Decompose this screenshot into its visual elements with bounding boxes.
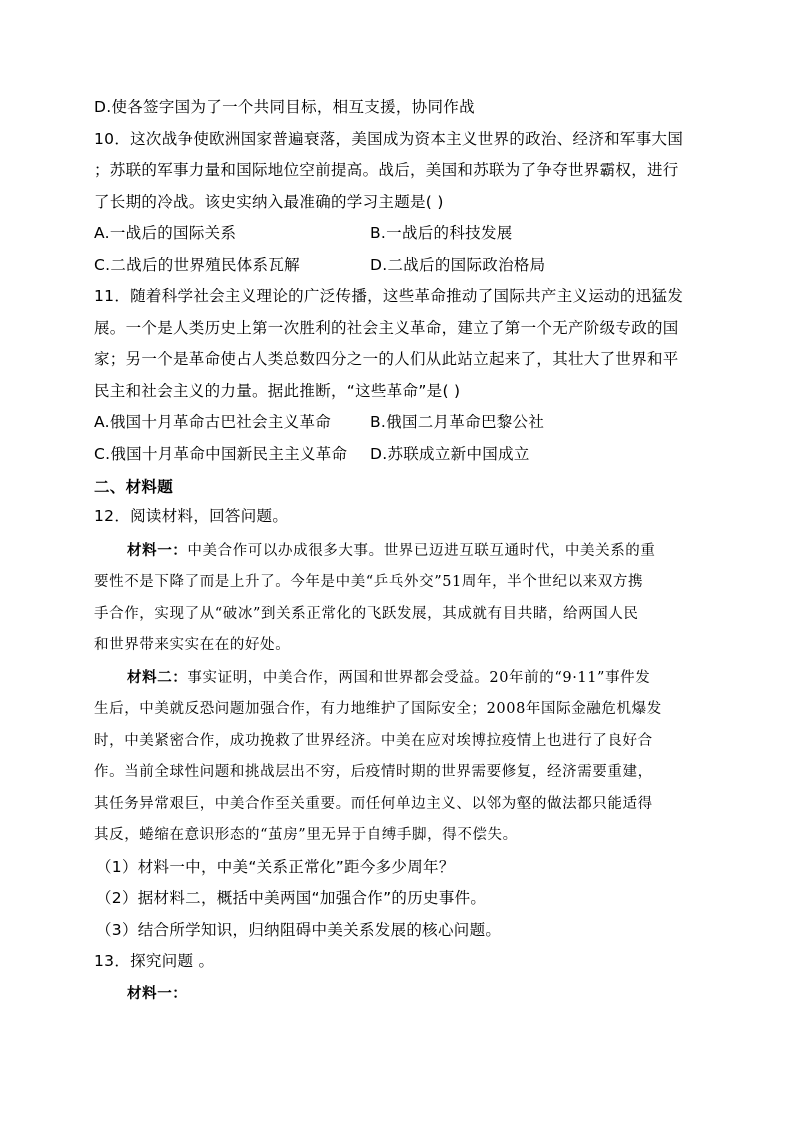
material-one-line-1: [94, 535, 700, 568]
q10-stem-line-1: 10．这次战争使欧洲国家普遍衰落，美国成为资本主义世界的政治、经济和军事大国: [94, 129, 684, 148]
q11-option-b: B.俄国二月革命巴黎公社: [370, 413, 545, 431]
q10-option-d: D.二战后的国际政治格局: [370, 255, 546, 274]
material-two-text-1: 事实证明，中美合作，两国和世界都会受益。20年前的“9·11”事件发: [187, 669, 651, 686]
q10-stem-line-2: ；苏联的军事力量和国际地位空前提高。战后，美国和苏联为了争夺世界霸权，进行: [94, 161, 679, 179]
q10-options-row-1: [94, 218, 700, 250]
material-one-text-1: 中美合作可以办成很多大事。世界已迈进互联互通时代，中美关系的重: [187, 542, 656, 559]
material-three-label: [94, 978, 700, 1011]
q11-option-a: A.俄国十月革命古巴社会主义革命: [94, 413, 332, 431]
q10-option-a: A.一战后的国际关系: [94, 224, 237, 242]
q11-options-row-1: [94, 407, 700, 439]
material-two-line-3: 时，中美紧密合作，成功挽救了世界经济。中美在应对埃博拉疫情上也进行了良好合: [94, 732, 653, 749]
q12-stem: 12．阅读材料，回答问题。: [94, 507, 289, 525]
q11-stem-line-1: 11．随着科学社会主义理论的广泛传播，这些革命推动了国际共产主义运动的迅猛发: [94, 287, 684, 305]
q12-sub-3: （3）结合所学知识，归纳阻碍中美关系发展的核心问题。: [96, 920, 502, 939]
material-two: [94, 662, 700, 852]
q10-stem-line-3: 了长期的冷战。该史实纳入最准确的学习主题是( ): [94, 192, 444, 211]
material-two-line-4: 作。当前全球性问题和挑战层出不穷，后疫情时期的世界需要修复，经济需要重建，: [94, 764, 653, 780]
q11-stem-line-4: 民主和社会主义的力量。据此推断，“这些革命”是( ): [94, 381, 461, 400]
q10-option-b: B.一战后的科技发展: [370, 224, 513, 242]
section-heading-materials: 二、材料题: [94, 478, 174, 496]
q11-option-c: C.俄国十月革命中国新民主主义革命: [94, 444, 348, 463]
material-one-line-4: 和世界带来实实在在的好处。: [94, 637, 291, 653]
material-one: [94, 535, 700, 662]
q10-options-row-2: [94, 250, 700, 282]
q11-stem-line-3: 家；另一个是革命使占人类总数四分之一的人们从此站立起来了，其壮大了世界和平: [94, 350, 679, 368]
material-two-line-5: 其任务异常艰巨，中美合作至关重要。而任何单边主义、以邻为壑的做法都只能适得: [94, 795, 653, 812]
material-one-line-2: 要性不是下降了而是上升了。今年是中美“乒乓外交”51周年，半个世纪以来双方携: [94, 574, 644, 590]
q13-stem: 13．探究问题 。: [94, 952, 215, 970]
material-two-line-1: [94, 662, 700, 695]
material-one-line-3: 手合作，实现了从“破冰”到关系正常化的飞跃发展，其成就有目共睹，给两国人民: [94, 605, 639, 622]
material-three-label-text: 材料一：: [127, 984, 188, 1002]
material-two-label: 材料二：: [127, 668, 188, 686]
q12-sub-1: （1）材料一中，中美“关系正常化”距今多少周年？: [96, 857, 455, 876]
q10-option-c: C.二战后的世界殖民体系瓦解: [94, 255, 300, 274]
material-two-line-2: 生后，中美就反恐问题加强合作，有力地维护了国际安全；2008年国际金融危机爆发: [94, 701, 662, 717]
material-two-line-6: 其反，蜷缩在意识形态的“茧房”里无异于自缚手脚，得不偿失。: [94, 827, 518, 843]
q11-option-d: D.苏联成立新中国成立: [370, 444, 530, 463]
q11-options-row-2: [94, 439, 700, 471]
q9-option-d: D.使各签字国为了一个共同目标，相互支援，协同作战: [94, 98, 475, 116]
q11-stem-line-2: 展。一个是人类历史上第一次胜利的社会主义革命，建立了第一个无产阶级专政的国: [94, 318, 679, 337]
q12-sub-2: （2）据材料二，概括中美两国“加强合作”的历史事件。: [96, 889, 487, 907]
material-one-label: 材料一：: [127, 541, 188, 559]
